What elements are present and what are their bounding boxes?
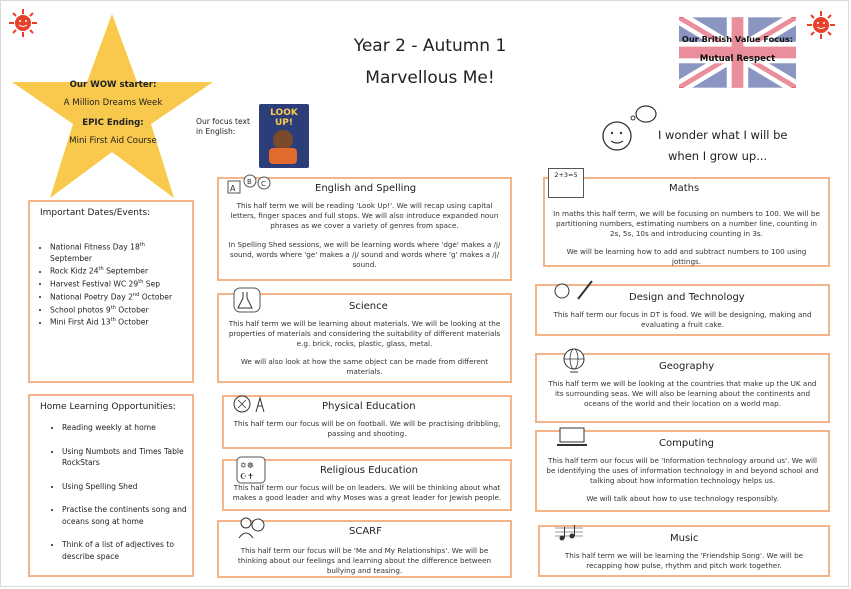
science-text-2: We will also look at how the same object can be made from different materials. [240, 357, 489, 376]
music-notes-icon [554, 523, 584, 543]
date-after: October [115, 317, 149, 327]
svg-text:☪✝: ☪✝ [240, 472, 254, 481]
date-text: National Fitness Day 18 [50, 242, 140, 252]
sun-icon [806, 10, 836, 40]
computing-text-1: This half term our focus will be 'Information technology around us'. We will be identifying the uses of information technology in and beyond school and talking about how information technology helps us. [546, 456, 819, 485]
geography-title: Geography [659, 361, 715, 372]
svg-text:C: C [261, 180, 266, 188]
date-text: School photos 9 [50, 305, 111, 315]
svg-text:A: A [230, 184, 236, 193]
pe-title: Physical Education [322, 401, 416, 412]
date-after: October [115, 305, 149, 315]
dt-text: This half term our focus in DT is food. We will be designing, making and evaluating a fruit cake. [553, 310, 812, 329]
book-cover [259, 104, 309, 168]
book-character-body-icon [269, 148, 297, 164]
union-jack-flag [679, 17, 796, 88]
page-subtitle: Marvellous Me! [365, 68, 495, 88]
maths-title: Maths [669, 183, 700, 194]
book-cover-title: LOOK UP! [270, 108, 298, 128]
science-title: Science [349, 301, 388, 312]
home-learning-item: • Think of a list of adjectives to describe space [62, 539, 202, 562]
home-learning-item: • Using Numbots and Times Table RockStars [62, 446, 202, 469]
epic-label: EPIC Ending: [82, 118, 144, 128]
british-value-label: Our British Value Focus: [681, 34, 794, 44]
date-sup: th [98, 266, 104, 273]
re-text: This half term our focus will be on leaders. We will be thinking about what makes a good leader and why Moses was a great leader for Jewish people. [232, 483, 502, 502]
date-item [50, 240, 190, 264]
focus-text-label [196, 117, 250, 137]
important-dates-title: Important Dates/Events: [40, 208, 151, 218]
date-sup: nd [132, 291, 140, 298]
music-text: This half term we will be learning the 'Friendship Song'. We will be recapping how pulse, rhythm and pitch work together. [564, 551, 804, 570]
tools-icon [552, 277, 598, 303]
home-learning-item: • Using Spelling Shed [62, 481, 202, 493]
date-text: Harvest Festival WC 29 [50, 279, 139, 289]
important-dates-box [28, 200, 194, 383]
date-after: October [139, 292, 173, 302]
date-sup: th [110, 317, 116, 324]
home-learning-item: • Practise the continents song and oceans song at home [62, 504, 202, 527]
date-sup: th [138, 278, 144, 285]
maths-text-1: In maths this half term, we will be focusing on numbers to 100. We will be partitioning numbers, estimating numbers on a number line, counting in 2s, 5s, 10s and introducing counting in 3s. [553, 209, 820, 238]
home-learning-title: Home Learning Opportunities: [40, 402, 176, 412]
date-item [50, 303, 190, 316]
page-title: Year 2 - Autumn 1 [353, 36, 507, 56]
english-title: English and Spelling [315, 183, 417, 194]
science-flask-icon [232, 286, 262, 314]
pe-text: This half term our focus will be on football. We will be practising dribbling, passing and shooting. [233, 419, 501, 438]
date-text: Mini First Aid 13 [50, 317, 111, 327]
wonder-line1: I wonder what I will be [658, 128, 788, 142]
date-text: Rock Kidz 24 [50, 266, 99, 276]
science-text-1: This half term we will be learning about materials. We will be looking at the properties of materials and considering the suitability of different materials e.g. brick, rocks, plastic, glass, metal. [228, 319, 501, 348]
svg-text:B: B [247, 178, 252, 186]
maths-icon-text: 2+3=5 [554, 171, 578, 179]
people-icon [236, 514, 268, 540]
important-dates-list [50, 240, 190, 328]
sports-ball-icon [232, 392, 272, 416]
geography-text: This half term we will be looking at the countries that make up the UK and its surrounding seas. We will also be learning about the continents and oceans of the world and their location on a world map. [548, 379, 817, 408]
thinking-face-icon [600, 104, 658, 154]
date-item [50, 315, 190, 328]
english-icon [226, 171, 272, 197]
religions-icon [236, 456, 266, 484]
wow-label: Our WOW starter: [69, 80, 157, 90]
english-text-1: This half term we will be reading 'Look Up!'. We will recap using capital letters, finger spaces and full stops. We will also introduce expanded noun phrases as we cover a variety of genres from space. [230, 201, 499, 230]
date-after: Sep [143, 279, 161, 289]
date-item [50, 290, 190, 303]
english-text-2: In Spelling Shed sessions, we will be learning words where 'dge' makes a /j/ sound, words where 'ge' makes a /j/ sound and words where 'g' makes a /j/ sound. [228, 240, 501, 269]
laptop-icon [556, 426, 588, 448]
focus-text-label-line2: in English: [196, 127, 236, 136]
date-text: September [50, 253, 92, 263]
dt-title: Design and Technology [629, 292, 745, 303]
computing-title: Computing [659, 438, 714, 449]
scarf-title: SCARF [349, 526, 382, 537]
date-sup: th [110, 304, 116, 311]
re-title: Religious Education [320, 465, 418, 476]
epic-value: Mini First Aid Course [69, 136, 157, 146]
home-learning-box [28, 394, 194, 577]
focus-text-label-line1: Our focus text [196, 117, 250, 126]
wonder-line2: when I grow up... [668, 149, 768, 163]
date-after: September [103, 266, 149, 276]
wow-value: A Million Dreams Week [63, 98, 163, 108]
globe-icon [560, 346, 588, 374]
british-value-text: Mutual Respect [699, 54, 776, 64]
computing-text-2: We will talk about how to use technology responsibly. [586, 494, 779, 503]
date-sup: th [139, 242, 145, 248]
home-learning-item: • Reading weekly at home [62, 422, 202, 434]
date-item [50, 277, 190, 290]
maths-box [543, 177, 830, 267]
music-title: Music [670, 533, 699, 544]
home-learning-list [62, 422, 202, 574]
scarf-text: This half term our focus will be 'Me and My Relationships'. We will be thinking about our feelings and learning about the difference between bullying and teasing. [237, 546, 492, 575]
date-text: National Poetry Day 2 [50, 292, 133, 302]
book-character-icon [273, 130, 293, 150]
date-item [50, 264, 190, 277]
maths-icon [548, 168, 584, 198]
svg-text:✡☸: ✡☸ [240, 461, 254, 470]
maths-text-2: We will be learning how to add and subtract numbers to 100 using jottings. [566, 247, 807, 266]
